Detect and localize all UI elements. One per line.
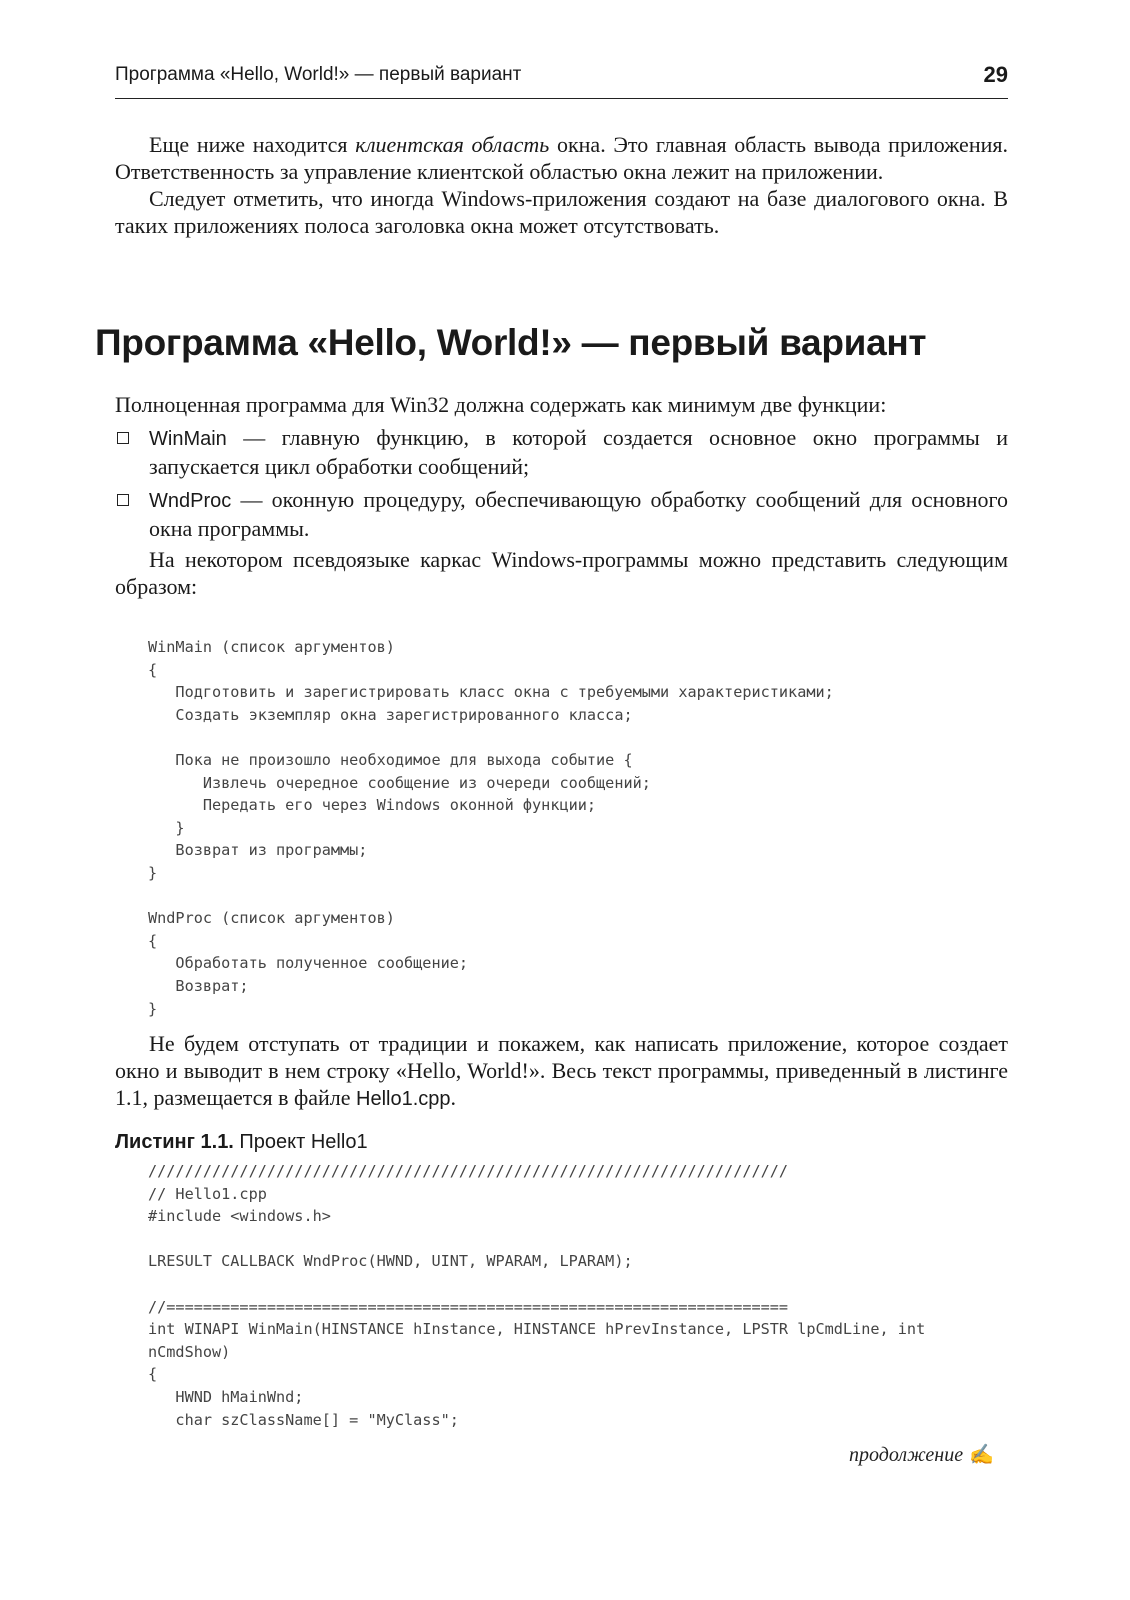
- section-text: [115, 391, 1008, 600]
- list-item: WndProc — оконную процедуру, обеспечивающую обработку сообщений для основного окна программы.: [115, 486, 1008, 542]
- section-paragraph-2: На некотором псевдоязыке каркас Windows-программы можно представить следующим образом:: [115, 547, 1008, 599]
- section-paragraph-1: Полноценная программа для Win32 должна содержать как минимум две функции:: [115, 392, 887, 417]
- running-header: [115, 62, 1008, 99]
- listing-caption: [115, 1131, 368, 1154]
- function-list: [115, 424, 1008, 542]
- pseudo-code-block: WinMain (список аргументов) { Подготовить и зарегистрировать класс окна с требуемыми характеристиками; Создать экземпляр окна зарегистрированного класса; Пока не произошло необходимое для выхода событие { Извлечь очередное сообщение из очереди сообщений; Передать его через Windows оконной функции; } Возврат из программы; } WndProc (список аргументов) { Обработать полученное сообщение; Возврат; }: [148, 638, 834, 1018]
- checkbox-bullet-icon: [117, 494, 129, 506]
- list-item: WinMain — главную функцию, в которой создается основное окно программы и запускается цикл обработки сообщений;: [115, 424, 1008, 480]
- listing-title: Проект Hello1: [233, 1131, 368, 1153]
- intro-paragraph-2: Следует отметить, что иногда Windows-приложения создают на базе диалогового окна. В таких приложениях полоса заголовка окна может отсутствовать.: [115, 186, 1008, 238]
- running-header-title: Программа «Hello, World!» — первый вариант: [115, 64, 522, 85]
- page-number: 29: [983, 62, 1008, 87]
- continued-label: продолжение: [849, 1444, 964, 1466]
- pencil-icon: ✍: [969, 1444, 994, 1466]
- file-name: Hello1.cpp: [356, 1088, 451, 1110]
- listing-label: Листинг 1.1.: [115, 1131, 234, 1153]
- section-text-continued: [115, 1030, 1008, 1113]
- function-name: WndProc: [149, 490, 232, 512]
- intro-text: [115, 131, 1008, 239]
- section-heading: Программа «Hello, World!» — первый вариант: [95, 322, 927, 363]
- listing-code-block: ////////////////////////////////////////////////////////////////////// // Hello1.cpp #include <windows.h> LRESULT CALLBACK WndProc(HWND, UINT, WPARAM, LPARAM); //==================================================================== int WINAPI WinMain(HINSTANCE hInstance, HINSTANCE hPrevInstance, LPSTR lpCmdLine, int nCmdShow) { HWND hMainWnd; char szClassName[] = "MyClass";: [148, 1162, 926, 1429]
- section-paragraph-3: Не будем отступать от традиции и покажем, как написать приложение, которое создает окно и выводит в нем строку «Hello, World!». Весь текст программы, приведенный в листинге 1.1, размещается в файле Hello1.cpp.: [115, 1031, 1008, 1110]
- intro-paragraph-1: Еще ниже находится клиентская область окна. Это главная область вывода приложения. Ответственность за управление клиентской областью окна лежит на приложении.: [115, 132, 1008, 184]
- continued-note: [849, 1442, 994, 1467]
- client-area-term: клиентская область: [355, 132, 550, 157]
- checkbox-bullet-icon: [117, 432, 129, 444]
- function-name: WinMain: [149, 428, 227, 450]
